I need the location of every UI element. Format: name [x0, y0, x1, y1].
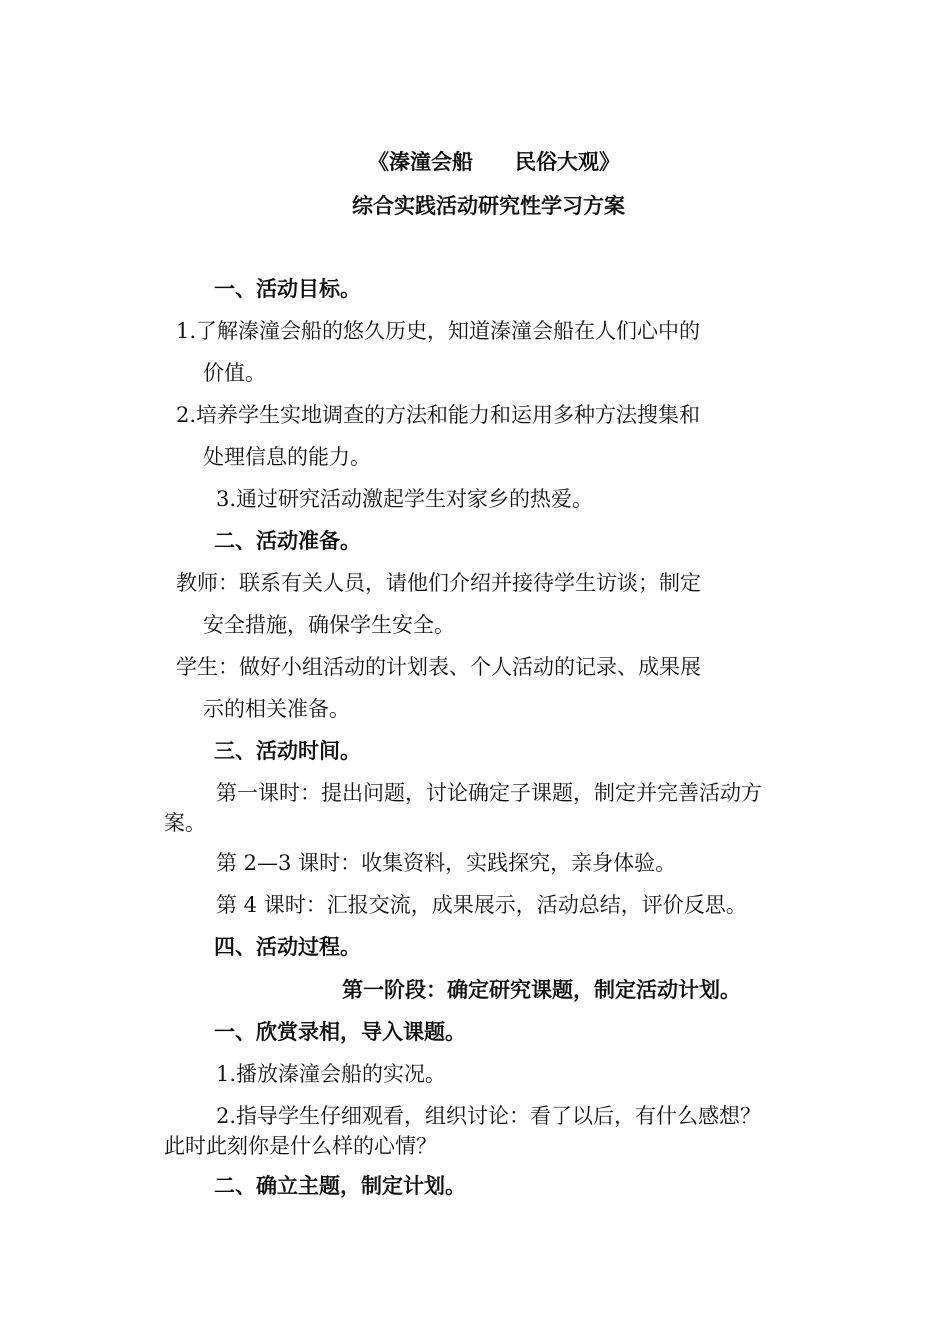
prep-teacher-line-1: 教师：联系有关人员，请他们介绍并接待学生访谈；制定: [176, 571, 701, 595]
time-line-1: 第一课时：提出问题，讨论确定子课题，制定并完善活动方: [216, 781, 762, 805]
title-line-1: 《溱潼会船 民俗大观》: [368, 150, 620, 174]
prep-student-line-2: 示的相关准备。: [203, 697, 350, 721]
step-item-2-line-1: 2.指导学生仔细观看，组织讨论：看了以后，有什么感想？: [216, 1104, 762, 1128]
section-heading-process: 四、活动过程。: [214, 935, 361, 959]
title-line-2: 综合实践活动研究性学习方案: [352, 194, 625, 218]
step-item-2-line-2: 此时此刻你是什么样的心情？: [164, 1134, 437, 1158]
goal-item-1-line-2: 价值。: [203, 361, 266, 385]
step-heading-plan: 二、确立主题，制定计划。: [214, 1174, 466, 1198]
prep-student-line-1: 学生：做好小组活动的计划表、个人活动的记录、成果展: [176, 655, 701, 679]
step-item-1: 1.播放溱潼会船的实况。: [216, 1062, 447, 1086]
phase-1-heading: 第一阶段：确定研究课题，制定活动计划。: [342, 978, 741, 1002]
goal-item-1-line-1: 1.了解溱潼会船的悠久历史，知道溱潼会船在人们心中的: [176, 319, 701, 343]
goal-item-2-line-2: 处理信息的能力。: [203, 445, 371, 469]
goal-item-3: 3.通过研究活动激起学生对家乡的热爱。: [216, 487, 594, 511]
section-heading-time: 三、活动时间。: [214, 739, 361, 763]
goal-item-2-line-1: 2.培养学生实地调查的方法和能力和运用多种方法搜集和: [176, 403, 701, 427]
time-line-1-cont: 案。: [164, 811, 206, 835]
prep-teacher-line-2: 安全措施，确保学生安全。: [203, 613, 455, 637]
section-heading-preparation: 二、活动准备。: [214, 529, 361, 553]
section-heading-goals: 一、活动目标。: [214, 277, 361, 301]
time-line-3: 第 4 课时：汇报交流，成果展示，活动总结，评价反思。: [216, 893, 747, 917]
time-line-2: 第 2—3 课时：收集资料，实践探究，亲身体验。: [216, 851, 677, 875]
step-heading-intro: 一、欣赏录相，导入课题。: [214, 1020, 466, 1044]
